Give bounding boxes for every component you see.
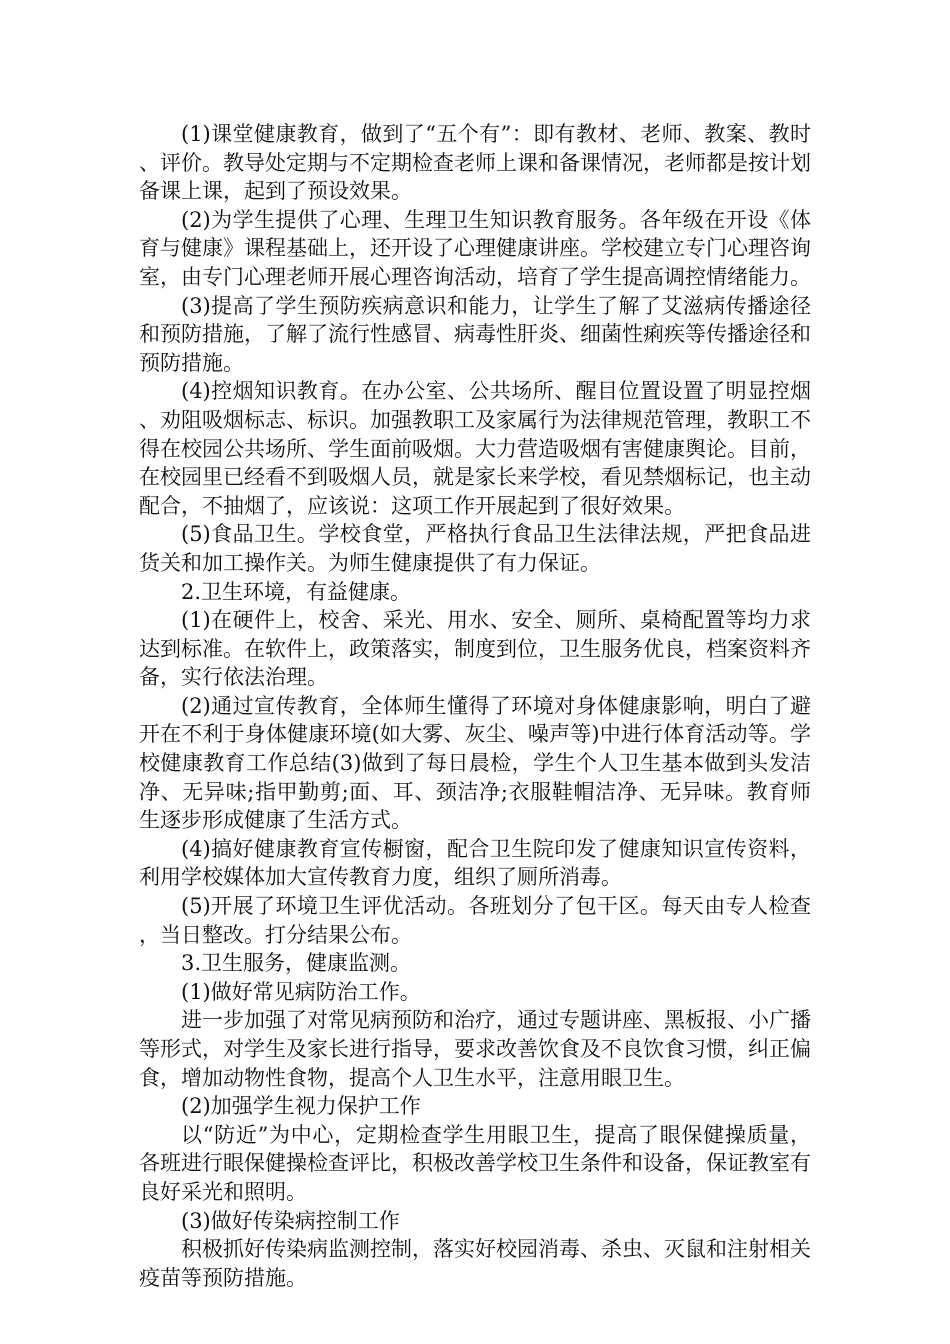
subsection-heading: (2)加强学生视力保护工作 — [181, 1094, 421, 1119]
paragraph: (4)搞好健康教育宣传橱窗，配合卫生院印发了健康知识宣传资料，利用学校媒体加大宣传教育力度，组织了厕所消毒。 — [139, 836, 811, 890]
paragraph: (2)为学生提供了心理、生理卫生知识教育服务。各年级在开设《体育与健康》课程基础上，还开设了心理健康讲座。学校建立专门心理咨询室，由专门心理老师开展心理咨询活动，培育了学生提高调控情绪能力。 — [139, 207, 811, 289]
paragraph: 进一步加强了对常见病预防和治疗，通过专题讲座、黑板报、小广播等形式，对学生及家长进行指导，要求改善饮食及不良饮食习惯，纠正偏食，增加动物性食物，提高个人卫生水平，注意用眼卫生。 — [139, 1008, 811, 1090]
paragraph: (5)食品卫生。学校食堂，严格执行食品卫生法律法规，严把食品进货关和加工操作关。为师生健康提供了有力保证。 — [139, 522, 811, 575]
paragraph: (1)课堂健康教育，做到了“五个有”：即有教材、老师、教案、教时、评价。教导处定期与不定期检查老师上课和备课情况，老师都是按计划备课上课，起到了预设效果。 — [139, 122, 811, 204]
paragraph: (5)开展了环境卫生评优活动。各班划分了包干区。每天由专人检查，当日整改。打分结果公布。 — [139, 894, 811, 947]
paragraph: 积极抓好传染病监测控制，落实好校园消毒、杀虫、灭鼠和注射相关疫苗等预防措施。 — [139, 1237, 811, 1290]
paragraph: (4)控烟知识教育。在办公室、公共场所、醒目位置设置了明显控烟、劝阻吸烟标志、标识。加强教职工及家属行为法律规范管理，教职工不得在校园公共场所、学生面前吸烟。大力营造吸烟有害健康舆论。目前，在校园里已经看不到吸烟人员，就是家长来学校，看见禁烟标记，也主动配合，不抽烟了，应该说：这项工作开展起到了很好效果。 — [139, 379, 811, 518]
section-heading: 3.卫生服务，健康监测。 — [181, 951, 412, 976]
subsection-heading: (1)做好常见病防治工作。 — [181, 979, 421, 1004]
section-heading: 2.卫生环境，有益健康。 — [181, 579, 412, 604]
subsection-heading: (3)做好传染病控制工作 — [181, 1208, 400, 1233]
paragraph: (3)提高了学生预防疾病意识和能力，让学生了解了艾滋病传播途径和预防措施，了解了流行性感冒、病毒性肝炎、细菌性痢疾等传播途径和预防措施。 — [139, 293, 811, 375]
paragraph: (2)通过宣传教育，全体师生懂得了环境对身体健康影响，明白了避开在不利于身体健康环境(如大雾、灰尘、噪声等)中进行体育活动等。学校健康教育工作总结(3)做到了每日晨检，学生个人卫生基本做到头发洁净、无异味;指甲勤剪;面、耳、颈洁净;衣服鞋帽洁净、无异味。教育师生逐步形成健康了生活方式。 — [139, 693, 811, 833]
paragraph: (1)在硬件上，校舍、采光、用水、安全、厕所、桌椅配置等均力求达到标准。在软件上，政策落实，制度到位，卫生服务优良，档案资料齐备，实行依法治理。 — [139, 608, 811, 690]
document-body — [139, 120, 811, 1292]
paragraph: 以“防近”为中心，定期检查学生用眼卫生，提高了眼保健操质量，各班进行眼保健操检查评比，积极改善学校卫生条件和设备，保证教室有良好采光和照明。 — [139, 1122, 811, 1204]
